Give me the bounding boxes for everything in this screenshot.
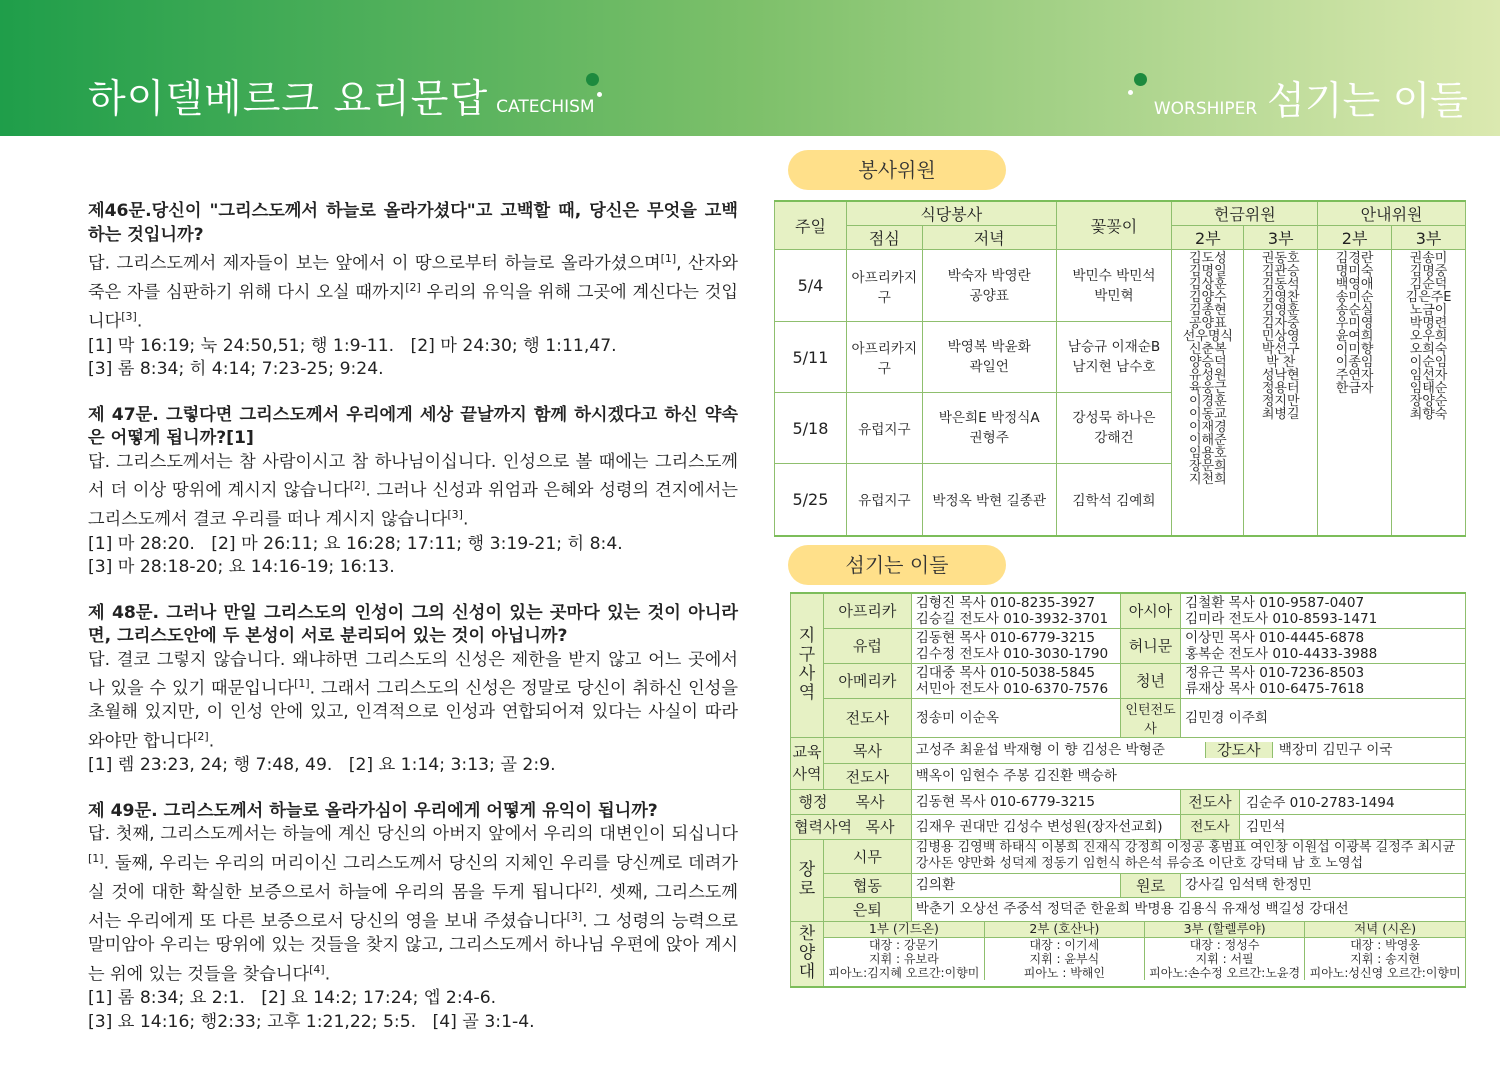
america-label: 아메리카	[824, 663, 912, 698]
volunteers-table	[774, 200, 1466, 537]
row-flower: 김학석 김예희	[1056, 464, 1172, 536]
evangelist-label: 전도사	[824, 698, 912, 737]
coop-pastor-names: 김재우 권대만 김성수 변성원(장자선교회)	[911, 814, 1180, 839]
answer-text: 답. 그리스도께서는 참 사람이시고 참 하나님이십니다. 인성으로 볼 때에는 그리스도께서 더 이상 땅위에 계시지 않습니다[2]. 그러나 신성과 위엄과 은혜와 성령의 견지에서는 그리스도께서 결코 우리를 떠나 계시지 않습니다[3].	[88, 451, 738, 531]
decor-dot	[586, 73, 599, 86]
row-lunch: 유럽지구	[846, 464, 922, 536]
coop-evangelist-cell	[1180, 814, 1465, 839]
worshiper-subtitle: WORSHIPER	[1153, 99, 1258, 119]
asia-contacts: 김철환 목사 010-9587-0407 김미라 전도사 010-8593-1471	[1180, 593, 1465, 628]
question-49	[88, 800, 738, 1034]
col-flower: 꽃꽂이	[1056, 201, 1172, 250]
asia-label: 아시아	[1121, 593, 1181, 628]
usher-3-list: 권송미 김명중 김순덕 김은주E 노금이 박명련 오우희 오희숙 이순임 임선자 임태순 장양순 최향숙	[1392, 250, 1466, 536]
lecturer-names: 백장미 김민구 이국	[1278, 742, 1393, 758]
europe-contacts: 김동현 목사 010-6779-3215 김수정 전도사 010-3030-1790	[911, 628, 1120, 663]
table-row	[791, 897, 1466, 921]
elder-label: 장로	[791, 839, 824, 921]
decor-dot	[597, 92, 602, 97]
africa-label: 아프리카	[824, 593, 912, 628]
col-offering-2: 2부	[1172, 226, 1244, 250]
active-elder-names: 김병용 김영백 하태식 이봉희 진재식 강정희 이정공 홍범표 여인창 이원섭 이광복 길정주 최시균 강사돈 양만화 성덕제 정동기 임헌식 하은석 류승조 이단호 강덕태 남 호 노영섭	[911, 839, 1465, 873]
active-elder-label: 시무	[824, 839, 912, 873]
coop-evangelist-names: 김민석	[1245, 818, 1286, 835]
col-dinner: 저녁	[922, 226, 1056, 250]
row-dinner: 박정옥 박현 길종관	[922, 464, 1056, 536]
africa-contacts: 김형진 목사 010-8235-3927 김승길 전도사 010-3932-3701	[911, 593, 1120, 628]
catechism-title: 하이델베르크 요리문답 CATECHISM	[88, 77, 595, 122]
table-row	[791, 663, 1466, 698]
edu-evangelist-names: 백옥이 임현수 주봉 김진환 백승하	[911, 763, 1465, 789]
col-offering-3: 3부	[1244, 226, 1318, 250]
catechism-section	[88, 200, 738, 1056]
col-usher: 안내위원	[1318, 201, 1466, 226]
reference-line: [1] 막 16:19; 눅 24:50,51; 행 1:9-11. [2] 마 24:30; 행 1:11,47.	[88, 335, 617, 356]
col-lunch: 점심	[846, 226, 922, 250]
col-usher-2: 2부	[1318, 226, 1392, 250]
row-flower: 남승규 이재순B 남지현 남수호	[1056, 322, 1172, 393]
question-text: 제46문.당신이 "그리스도께서 하늘로 올라가셨다"고 고백할 때, 당신은 무엇을 고백하는 것입니까?	[88, 201, 738, 245]
choir-cell	[824, 921, 1466, 987]
europe-label: 유럽	[824, 628, 912, 663]
table-row	[791, 839, 1466, 873]
table-row	[791, 873, 1466, 897]
admin-pastor-label: 목사	[855, 793, 885, 811]
answer-text: 답. 결코 그렇지 않습니다. 왜냐하면 그리스도의 신성은 제한을 받지 않고 어느 곳에서나 있을 수 있기 때문입니다[1]. 그래서 그리스도의 신성은 정말로 당신이 취하신 인성을 초월해 있지만, 이 인성 안에 있고, 인격적으로 인성과 연합되어져 있다는 사실이 따라와야만 합니다[2].	[88, 649, 738, 752]
reference-line: [3] 요 14:16; 행2:33; 고후 1:21,22; 5:5. [4] 골 3:1-4.	[88, 1011, 535, 1032]
row-lunch: 아프리카지구	[846, 250, 922, 322]
honeymoon-label: 허니문	[1121, 628, 1181, 663]
table-row	[791, 737, 1466, 763]
row-lunch: 유럽지구	[846, 393, 922, 464]
admin-pastor-contact: 김동현 목사 010-6779-3215	[911, 789, 1180, 814]
row-lunch: 아프리카지구	[846, 322, 922, 393]
choir-1-staff: 대장 : 강문기 지휘 : 유보라 피아노:김지혜 오르간:이향미	[824, 938, 984, 981]
reference-line: [3] 롬 8:34; 히 4:14; 7:23-25; 9:24.	[88, 359, 384, 380]
choir-3-staff: 대장 : 정성수 지휘 : 서필 피아노:손수정 오르간:노윤경	[1145, 938, 1305, 981]
reference-line: [1] 마 28:20. [2] 마 26:11; 요 16:28; 17:11; 행 3:19-21; 히 8:4.	[88, 533, 623, 554]
table-row	[791, 921, 1466, 987]
worshiper-title: WORSHIPER 섬기는 이들	[1153, 79, 1468, 124]
question-text: 제 47문. 그렇다면 그리스도께서 우리에게 세상 끝날까지 함께 하시겠다고 하신 약속은 어떻게 됩니까?[1]	[88, 404, 738, 449]
retired-elder-names: 박춘기 오상선 주중석 정덕준 한윤희 박명용 김용식 유재성 백길성 강대선	[911, 897, 1465, 921]
senior-elder-label: 원로	[1121, 873, 1181, 897]
choir-2-staff: 대장 : 이기세 지휘 : 윤부식 피아노 : 박해인	[984, 938, 1144, 981]
answer-text: 답. 첫째, 그리스도께서는 하늘에 계신 당신의 아버지 앞에서 우리의 대변인이 되십니다[1]. 둘째, 우리는 우리의 머리이신 그리스도께서 당신의 지체인 우리를 당신께로 데려가실 것에 대한 확실한 보증으로서 하늘에 우리의 몸을 두게 됩니다[2]. 셋째, 그리스도께서는 우리에게 또 다른 보증으로서 당신의 영을 보내 주셨습니다[3]. 그 성령의 능력으로 말미암아 우리는 땅위에 있는 것들을 찾지 않고, 그리스도께서 하나님 우편에 앉아 계시는 위에 있는 것들을 찾습니다[4].	[88, 824, 738, 985]
row-dinner: 박숙자 박영란 공양표	[922, 250, 1056, 322]
youth-label: 청년	[1121, 663, 1181, 698]
admin-evangelist-cell	[1180, 789, 1465, 814]
catechism-subtitle: CATECHISM	[496, 97, 595, 117]
row-date: 5/4	[775, 250, 847, 322]
coop-label: 협력사역	[794, 818, 852, 836]
table-row	[791, 628, 1466, 663]
table-row	[791, 789, 1466, 814]
offering-2-list: 김도성 김명일 김상훈 김양수 김종현 공양표 선우명식 신춘복 양승덕 유성원 육웅근 이경훈 이동교 이재경 이해준 임용호 장문희 지천희	[1172, 250, 1244, 536]
row-date: 5/11	[775, 322, 847, 393]
row-date: 5/18	[775, 393, 847, 464]
admin-row-label	[791, 789, 912, 814]
servers-table	[790, 592, 1466, 988]
question-46	[88, 200, 738, 382]
col-usher-3: 3부	[1392, 226, 1466, 250]
honeymoon-contacts: 이상민 목사 010-4445-6878 홍복순 전도사 010-4433-3988	[1180, 628, 1465, 663]
question-text: 제 49문. 그리스도께서 하늘로 올라가심이 우리에게 어떻게 유익이 됩니까?	[88, 800, 658, 821]
row-flower: 강성묵 하나은 강해건	[1056, 393, 1172, 464]
question-text: 제 48문. 그러나 만일 그리스도의 인성이 그의 신성이 있는 곳마다 있는 것이 아니라면, 그리스도안에 두 본성이 서로 분리되어 있는 것이 아닙니까?	[88, 602, 738, 647]
table-row	[775, 250, 1466, 322]
reference-line: [1] 렘 23:23, 24; 행 7:48, 49. [2] 요 1:14; 3:13; 골 2:9.	[88, 755, 556, 776]
row-date: 5/25	[775, 464, 847, 536]
usher-2-list: 김경란 명미숙 백영애 송미순 송순실 우미영 윤여희 이미향 이종임 주연자 한금자	[1318, 250, 1392, 536]
youth-contacts: 정유근 목사 010-7236-8503 류재상 목사 010-6475-7618	[1180, 663, 1465, 698]
table-row	[791, 814, 1466, 839]
header-banner	[0, 0, 1500, 136]
decor-dot	[1134, 73, 1147, 86]
col-date: 주일	[775, 201, 847, 250]
assoc-elder-label: 협동	[824, 873, 912, 897]
admin-evangelist-label: 전도사	[1181, 790, 1240, 814]
choir-label: 찬양대	[791, 921, 824, 987]
coop-pastor-label: 목사	[865, 818, 895, 836]
edu-evangelist-label: 전도사	[824, 763, 912, 789]
intern-names: 김민경 이주희	[1180, 698, 1465, 737]
volunteers-heading: 봉사위원	[788, 150, 1006, 190]
america-contacts: 김대중 목사 010-5038-5845 서민아 전도사 010-6370-7576	[911, 663, 1120, 698]
table-row	[791, 763, 1466, 789]
row-flower: 박민수 박민석 박민혁	[1056, 250, 1172, 322]
edu-pastor-list: 고성주 최윤섭 박재형 이 향 김성은 박형준	[912, 742, 1206, 758]
choir-4-name: 저녁 (시온)	[1305, 922, 1465, 938]
reference-line: [1] 롬 8:34; 요 2:1. [2] 요 14:2; 17:24; 엡 2:4-6.	[88, 988, 497, 1009]
decor-dot	[1128, 90, 1133, 95]
assoc-elder-names: 김의환	[911, 873, 1120, 897]
answer-text: 답. 그리스도께서 제자들이 보는 앞에서 이 땅으로부터 하늘로 올라가셨으며[1], 산자와 죽은 자를 심판하기 위해 다시 오실 때까지[2] 우리의 유익을 위해 그곳에 계신다는 것입니다[3].	[88, 252, 738, 333]
col-meal: 식당봉사	[846, 201, 1056, 226]
offering-3-list: 권동호 김관승 김동석 김영찬 김영훈 김자중 민상영 박선구 박 찬 성낙현 정용터 정지만 최병길	[1244, 250, 1318, 536]
intern-label: 인턴전도사	[1121, 698, 1181, 737]
coop-evangelist-label: 전도사	[1181, 815, 1240, 839]
education-label: 교육사역	[791, 737, 824, 789]
senior-elder-names: 강사길 임석택 한정민	[1180, 873, 1465, 897]
edu-pastor-label: 목사	[824, 737, 912, 763]
evangelist-names: 정송미 이순옥	[911, 698, 1120, 737]
choir-1-name: 1부 (기드온)	[824, 922, 984, 938]
choir-2-name: 2부 (호산나)	[984, 922, 1144, 938]
col-offering: 헌금위원	[1172, 201, 1318, 226]
choir-4-staff: 대장 : 박영웅 지휘 : 송지현 피아노:성신영 오르간:이향미	[1309, 938, 1461, 980]
row-dinner: 박은희E 박정식A 권형주	[922, 393, 1056, 464]
question-48	[88, 602, 738, 778]
retired-elder-label: 은퇴	[824, 897, 912, 921]
table-row	[791, 593, 1466, 628]
lecturer-label: 강도사	[1205, 742, 1272, 758]
admin-evangelist-contact: 김순주 010-2783-1494	[1245, 794, 1395, 811]
question-47	[88, 404, 738, 580]
row-dinner: 박영복 박윤화 곽일언	[922, 322, 1056, 393]
reference-line: [3] 마 28:18-20; 요 14:16-19; 16:13.	[88, 557, 395, 578]
admin-label: 행정	[798, 793, 828, 811]
choir-3-name: 3부 (할렐루야)	[1145, 922, 1305, 938]
edu-pastor-names	[911, 737, 1465, 763]
table-row	[791, 698, 1466, 737]
district-label: 지구사역	[791, 593, 824, 737]
coop-row-label	[791, 814, 912, 839]
servers-heading: 섬기는 이들	[788, 545, 1006, 585]
